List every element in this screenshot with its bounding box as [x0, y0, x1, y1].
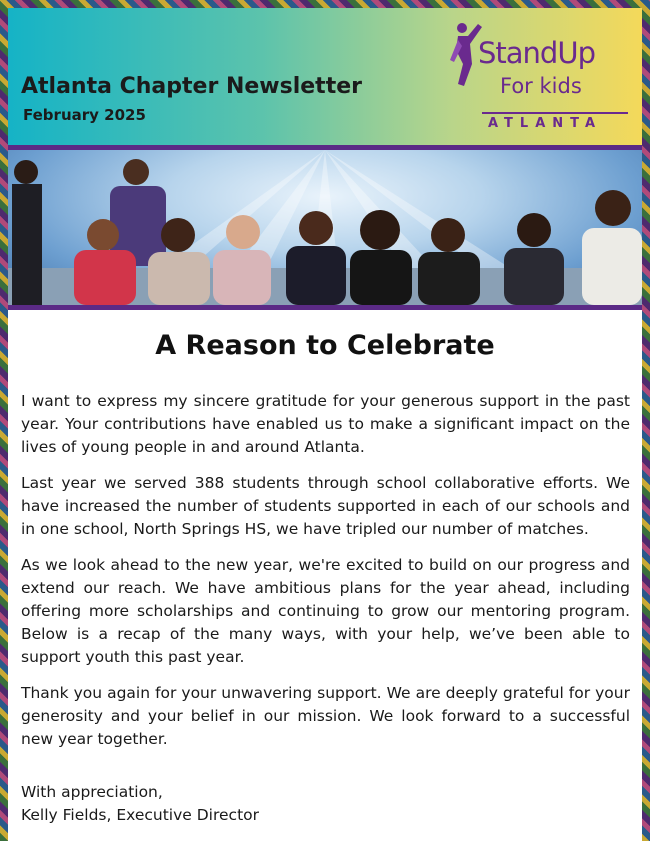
logo-city-text: ATLANTA	[488, 116, 603, 131]
article-paragraph-2: Last year we served 388 students through school collaborative efforts. We have increased the number of students supported in each of our schools and in one school, North Springs HS, we have tripled our number of matches.	[21, 474, 630, 538]
bottom-purple-bar	[8, 305, 642, 310]
newsletter-date: February 2025	[23, 106, 146, 124]
logo-divider	[482, 112, 628, 114]
newsletter-title: Atlanta Chapter Newsletter	[21, 74, 362, 99]
standup-for-kids-logo	[448, 18, 633, 133]
logo-forkids-text: For kids	[500, 74, 582, 98]
signature-line: Kelly Fields, Executive Director	[21, 806, 260, 824]
article-headline: A Reason to Celebrate	[155, 330, 495, 361]
article-paragraph-3: As we look ahead to the new year, we're excited to build on our progress and extend our reach. We have ambitious plans for the year ahead, including offering more scholarships and continuing to grow our mentoring program. Below is a recap of the many ways, with your help, we’ve been able to support youth this past year.	[21, 556, 630, 666]
newsletter-page	[8, 8, 642, 841]
group-photo	[8, 150, 642, 305]
logo-standup-text: StandUp	[478, 36, 595, 70]
newsletter-header	[8, 8, 642, 145]
group-photo-illustration	[8, 150, 642, 305]
article-paragraph-1: I want to express my sincere gratitude for your generous support in the past year. Your contributions have enabled us to make a significant impact on the lives of young people in and around Atlanta.	[21, 392, 630, 456]
article-paragraph-4: Thank you again for your unwavering support. We are deeply grateful for your generosity and your belief in our mission. We look forward to a successful new year together.	[21, 684, 630, 748]
closing-line: With appreciation,	[21, 783, 163, 801]
